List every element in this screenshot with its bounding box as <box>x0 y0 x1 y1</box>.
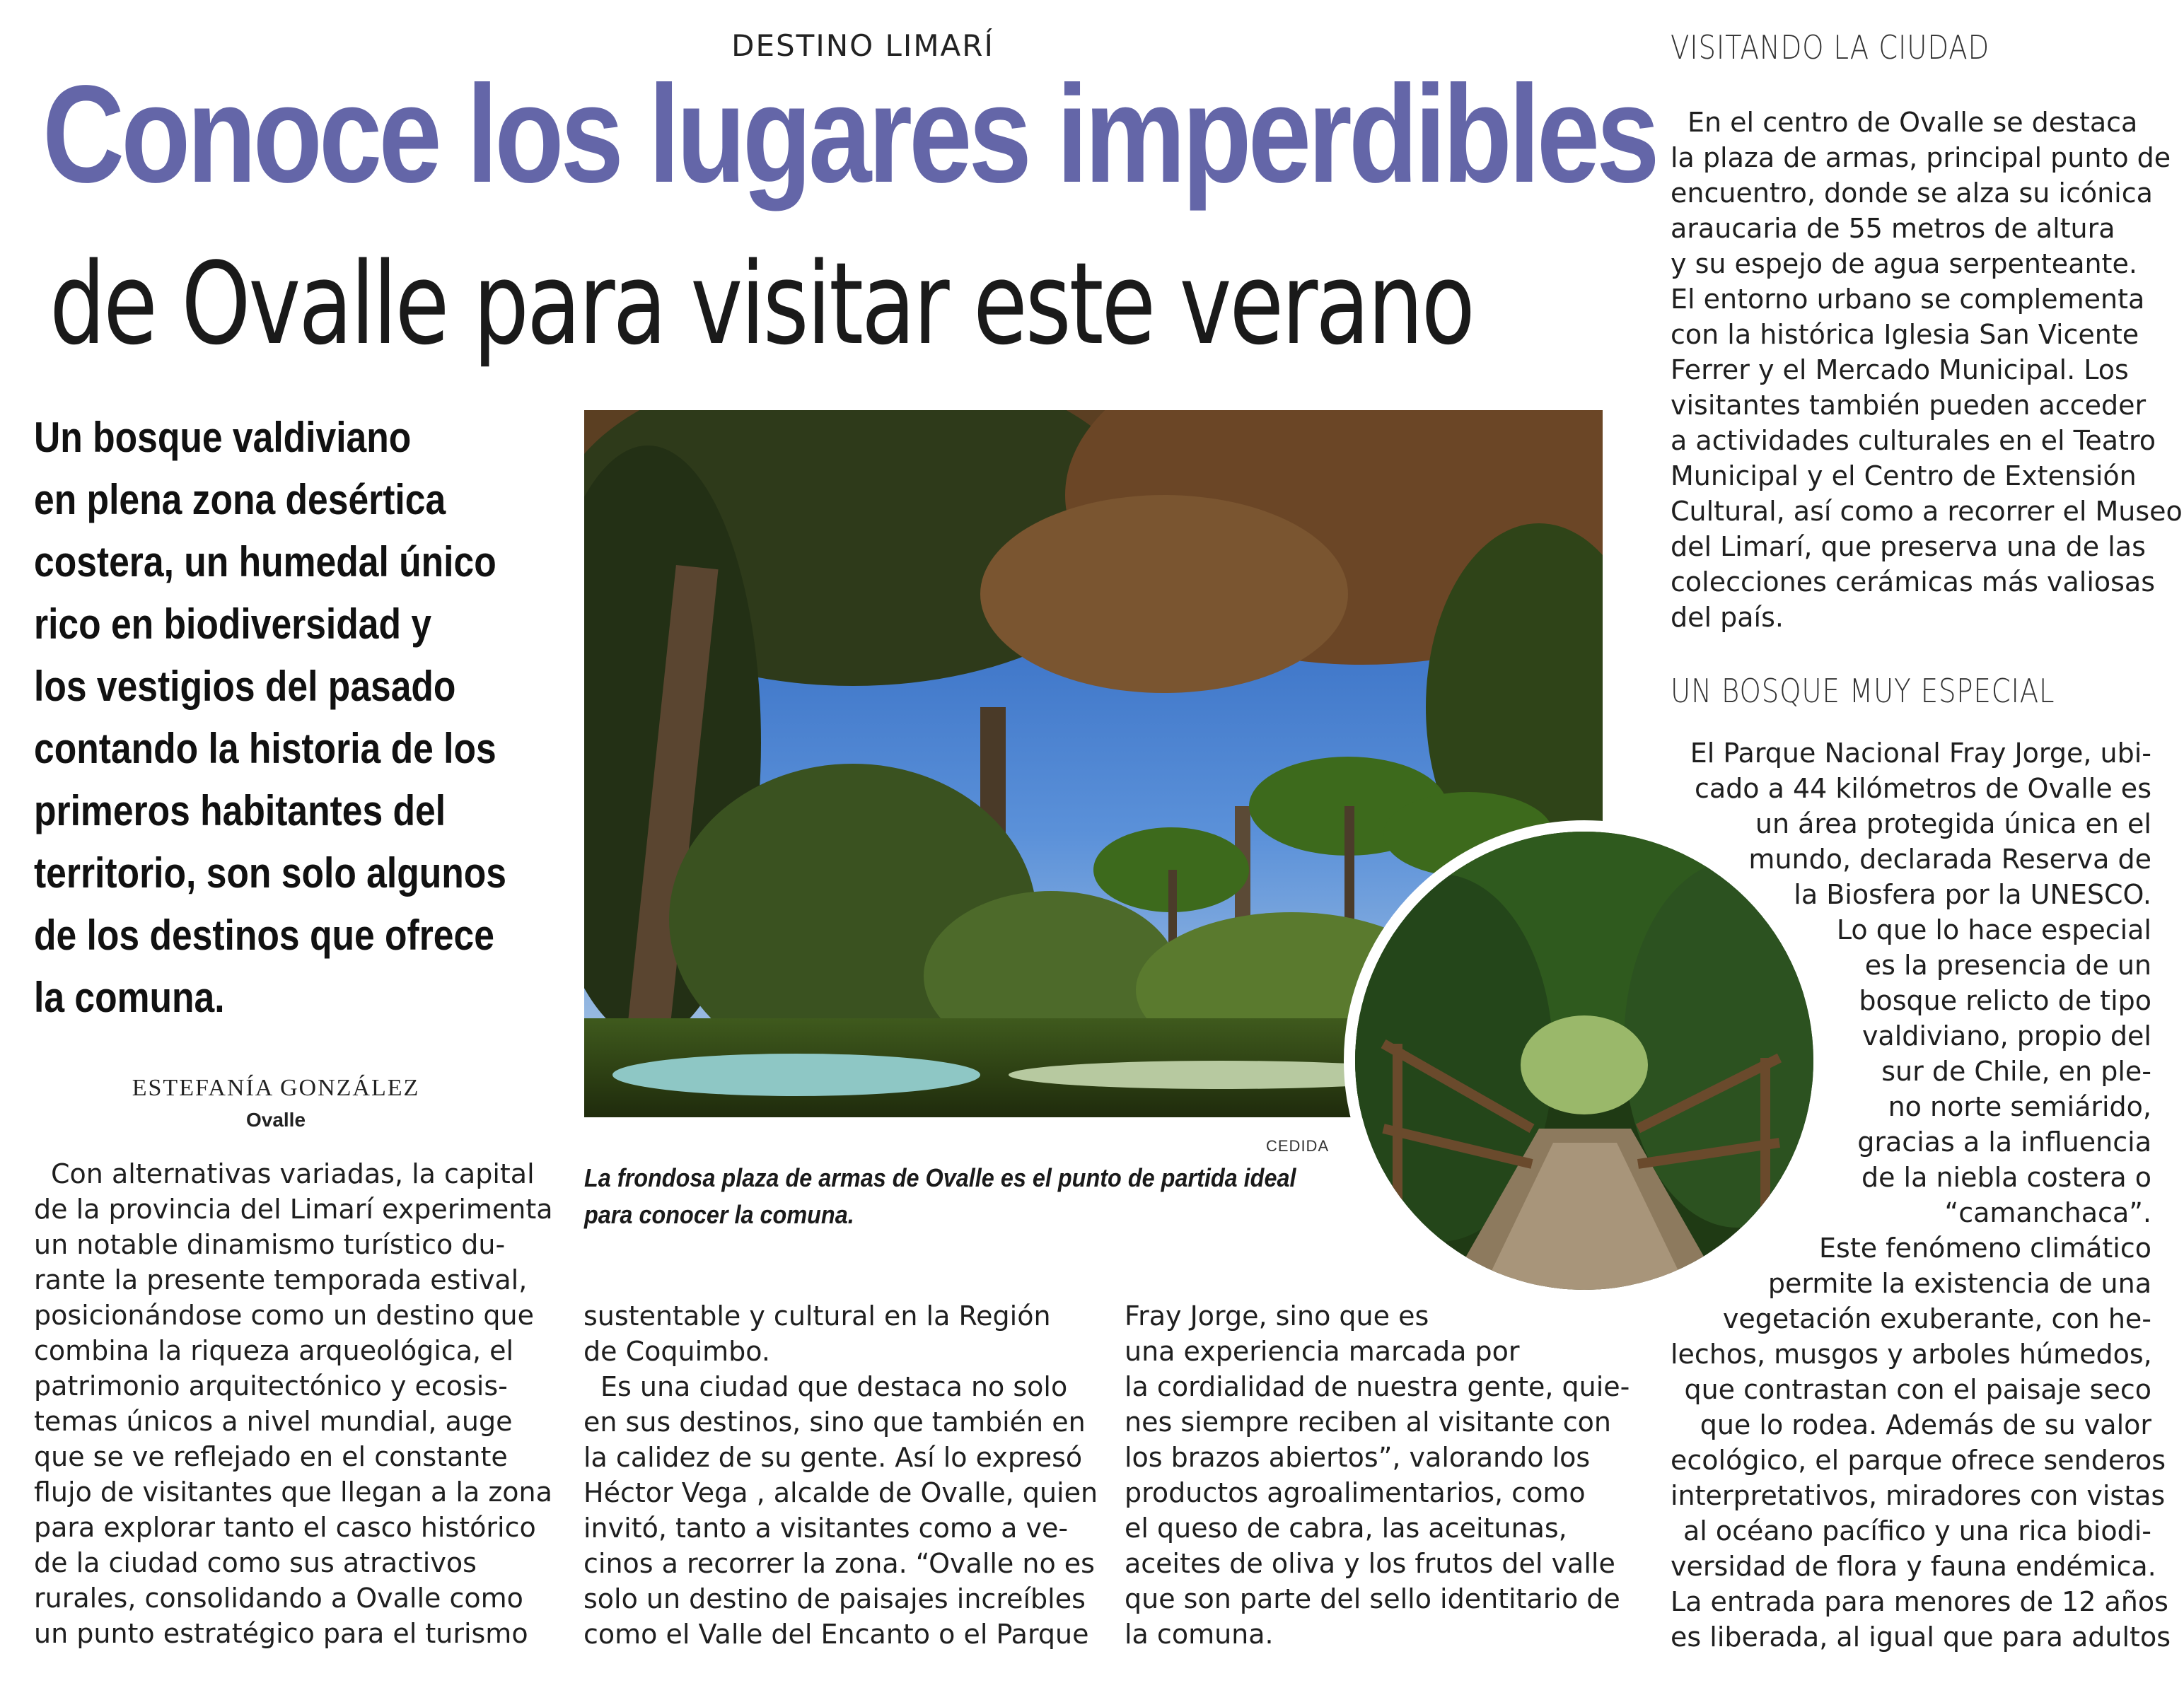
paragraph-line: productos agroalimentarios, como <box>1125 1477 1586 1508</box>
lead-line: primeros habitantes del <box>34 787 446 834</box>
paragraph-line: lechos, musgos y arboles húmedos, <box>1671 1339 2152 1370</box>
section-title-bosque: UN BOSQUE MUY ESPECIAL <box>1671 672 2055 710</box>
paragraph-line: los brazos abiertos”, valorando los <box>1125 1442 1591 1473</box>
paragraph-line: valdiviano, propio del <box>1861 1020 2151 1052</box>
paragraph-line: interpretativos, miradores con vistas <box>1671 1480 2166 1511</box>
paragraph-line: no norte semiárido, <box>1888 1091 2151 1122</box>
paragraph-line: que contrastan con el paisaje seco <box>1684 1374 2151 1405</box>
paragraph-line: la calidez de su gente. Así lo expresó <box>583 1442 1083 1473</box>
paragraph-line: visitantes también pueden acceder <box>1671 390 2147 421</box>
article-column-2 <box>583 1298 1098 1652</box>
paragraph-line: de la ciudad como sus atractivos <box>34 1547 477 1578</box>
paragraph-line: ecológico, el parque ofrece senderos <box>1671 1445 2166 1476</box>
paragraph-line: Ferrer y el Mercado Municipal. Los <box>1671 354 2129 385</box>
paragraph-line: un notable dinamismo turístico du- <box>34 1229 506 1260</box>
article-column-3 <box>1125 1298 1630 1652</box>
paragraph-line: La entrada para menores de 12 años <box>1671 1586 2168 1617</box>
byline <box>85 1075 467 1131</box>
paragraph-line: a actividades culturales en el Teatro <box>1671 425 2156 456</box>
paragraph-line: gracias a la influencia <box>1857 1126 2151 1158</box>
paragraph-line: El Parque Nacional Fray Jorge, ubi- <box>1690 738 2151 769</box>
paragraph-line: sur de Chile, en ple- <box>1881 1056 2151 1087</box>
lead-line: territorio, son solo algunos <box>34 849 506 897</box>
paragraph-line: y su espejo de agua serpenteante. <box>1671 248 2137 279</box>
paragraph-line: temas únicos a nivel mundial, auge <box>34 1406 513 1437</box>
lead-line: de los destinos que ofrece <box>34 912 494 959</box>
paragraph-line: aceites de oliva y los frutos del valle <box>1125 1548 1615 1579</box>
paragraph-line: vegetación exuberante, con he- <box>1722 1303 2151 1334</box>
paragraph-line: invitó, tanto a visitantes como a ve- <box>583 1513 1069 1544</box>
paragraph-line: de la provincia del Limarí experimenta <box>34 1194 553 1225</box>
paragraph-line: con la histórica Iglesia San Vicente <box>1671 319 2139 350</box>
article-column-1 <box>34 1156 553 1651</box>
paragraph-line: Fray Jorge, sino que es <box>1125 1300 1429 1332</box>
paragraph-line: la cordialidad de nuestra gente, quie- <box>1125 1371 1630 1402</box>
paragraph-line: colecciones cerámicas más valiosas <box>1671 566 2156 598</box>
photo-caption <box>584 1160 1362 1233</box>
paragraph-line: Cultural, así como a recorrer el Museo <box>1671 496 2183 527</box>
paragraph-line: solo un destino de paisajes increíbles <box>583 1583 1086 1614</box>
paragraph-line: araucaria de 55 metros de altura <box>1671 213 2115 244</box>
paragraph-line: un área protegida única en el <box>1755 808 2151 839</box>
paragraph-line: Héctor Vega , alcalde de Ovalle, quien <box>583 1477 1098 1508</box>
author-location: Ovalle <box>245 1109 306 1131</box>
article-column-bosque <box>1671 735 2171 1655</box>
paragraph-line: Con alternativas variadas, la capital <box>51 1158 535 1189</box>
paragraph-line: nes siempre reciben al visitante con <box>1125 1407 1611 1438</box>
photo-credit: CEDIDA <box>1266 1137 1330 1155</box>
paragraph-line: es la presencia de un <box>1864 950 2151 981</box>
paragraph-line: de Coquimbo. <box>583 1336 770 1367</box>
paragraph-line: una experiencia marcada por <box>1125 1336 1520 1367</box>
paragraph-line: encuentro, donde se alza su icónica <box>1671 177 2153 209</box>
paragraph-line: sustentable y cultural en la Región <box>583 1300 1051 1332</box>
paragraph-line: flujo de visitantes que llegan a la zona <box>34 1477 552 1508</box>
paragraph-line: un punto estratégico para el turismo <box>34 1618 528 1649</box>
headline-line-1: Conoce los lugares imperdibles <box>42 57 1656 211</box>
paragraph-line: como el Valle del Encanto o el Parque <box>583 1619 1089 1650</box>
paragraph-line: Este fenómeno climático <box>1819 1233 2151 1264</box>
paragraph-line: del Limarí, que preserva una de las <box>1671 531 2146 562</box>
paragraph-line: que son parte del sello identitario de <box>1125 1583 1620 1614</box>
section-kicker: DESTINO LIMARÍ <box>731 28 994 63</box>
paragraph-line: al océano pacífico y una rica biodi- <box>1683 1515 2151 1547</box>
paragraph-line: En el centro de Ovalle se destaca <box>1688 107 2138 138</box>
paragraph-line: en sus destinos, sino que también en <box>583 1407 1086 1438</box>
lead-line: rico en biodiversidad y <box>34 600 432 648</box>
paragraph-line: Es una ciudad que destaca no solo <box>600 1371 1068 1402</box>
paragraph-line: de la niebla costera o <box>1861 1162 2151 1193</box>
paragraph-line: rante la presente temporada estival, <box>34 1264 528 1295</box>
paragraph-line: que se ve reflejado en el constante <box>34 1441 508 1472</box>
paragraph-line: cinos a recorrer la zona. “Ovalle no es <box>583 1548 1095 1579</box>
paragraph-line: patrimonio arquitectónico y ecosis- <box>34 1370 508 1402</box>
paragraph-line: combina la riqueza arqueológica, el <box>34 1335 514 1366</box>
lead-line: en plena zona desértica <box>34 476 446 523</box>
lead-line: los vestigios del pasado <box>34 663 456 710</box>
paragraph-line: mundo, declarada Reserva de <box>1748 844 2151 875</box>
paragraph-line: la plaza de armas, principal punto de <box>1671 142 2171 173</box>
paragraph-line: permite la existencia de una <box>1767 1268 2151 1299</box>
paragraph-line: para explorar tanto el casco histórico <box>34 1512 536 1543</box>
paragraph-line: rurales, consolidando a Ovalle como <box>34 1583 523 1614</box>
author-name: ESTEFANÍA GONZÁLEZ <box>132 1075 420 1101</box>
section-title-visitando: VISITANDO LA CIUDAD <box>1671 28 1990 66</box>
paragraph-line: “camanchaca”. <box>1944 1197 2151 1228</box>
paragraph-line: cado a 44 kilómetros de Ovalle es <box>1694 773 2151 804</box>
paragraph-line: el queso de cabra, las aceitunas, <box>1125 1513 1567 1544</box>
paragraph-line: es liberada, al igual que para adultos <box>1671 1621 2171 1653</box>
paragraph-line: Lo que lo hace especial <box>1836 914 2151 945</box>
paragraph-line: bosque relicto de tipo <box>1859 985 2151 1016</box>
caption-line: La frondosa plaza de armas de Ovalle es el punto de partida ideal <box>584 1163 1296 1192</box>
lead-line: Un bosque valdiviano <box>34 414 412 461</box>
lead-paragraph <box>34 407 557 1029</box>
headline-line-2: de Ovalle para visitar este verano <box>50 238 1473 370</box>
paragraph-line: versidad de flora y fauna endémica. <box>1671 1551 2156 1582</box>
lead-line: la comuna. <box>34 974 225 1021</box>
paragraph-line: la Biosfera por la UNESCO. <box>1794 879 2151 910</box>
paragraph-line: El entorno urbano se complementa <box>1671 284 2145 315</box>
lead-line: contando la historia de los <box>34 725 496 772</box>
lead-line: costera, un humedal único <box>34 538 496 586</box>
paragraph-line: la comuna. <box>1125 1619 1274 1650</box>
paragraph-line: del país. <box>1671 602 1784 633</box>
paragraph-line: posicionándose como un destino que <box>34 1300 534 1331</box>
paragraph-line: Municipal y el Centro de Extensión <box>1671 460 2137 491</box>
paragraph-line: que lo rodea. Además de su valor <box>1700 1409 2151 1440</box>
article-column-visitando <box>1671 105 2183 635</box>
caption-line: para conocer la comuna. <box>584 1200 854 1229</box>
